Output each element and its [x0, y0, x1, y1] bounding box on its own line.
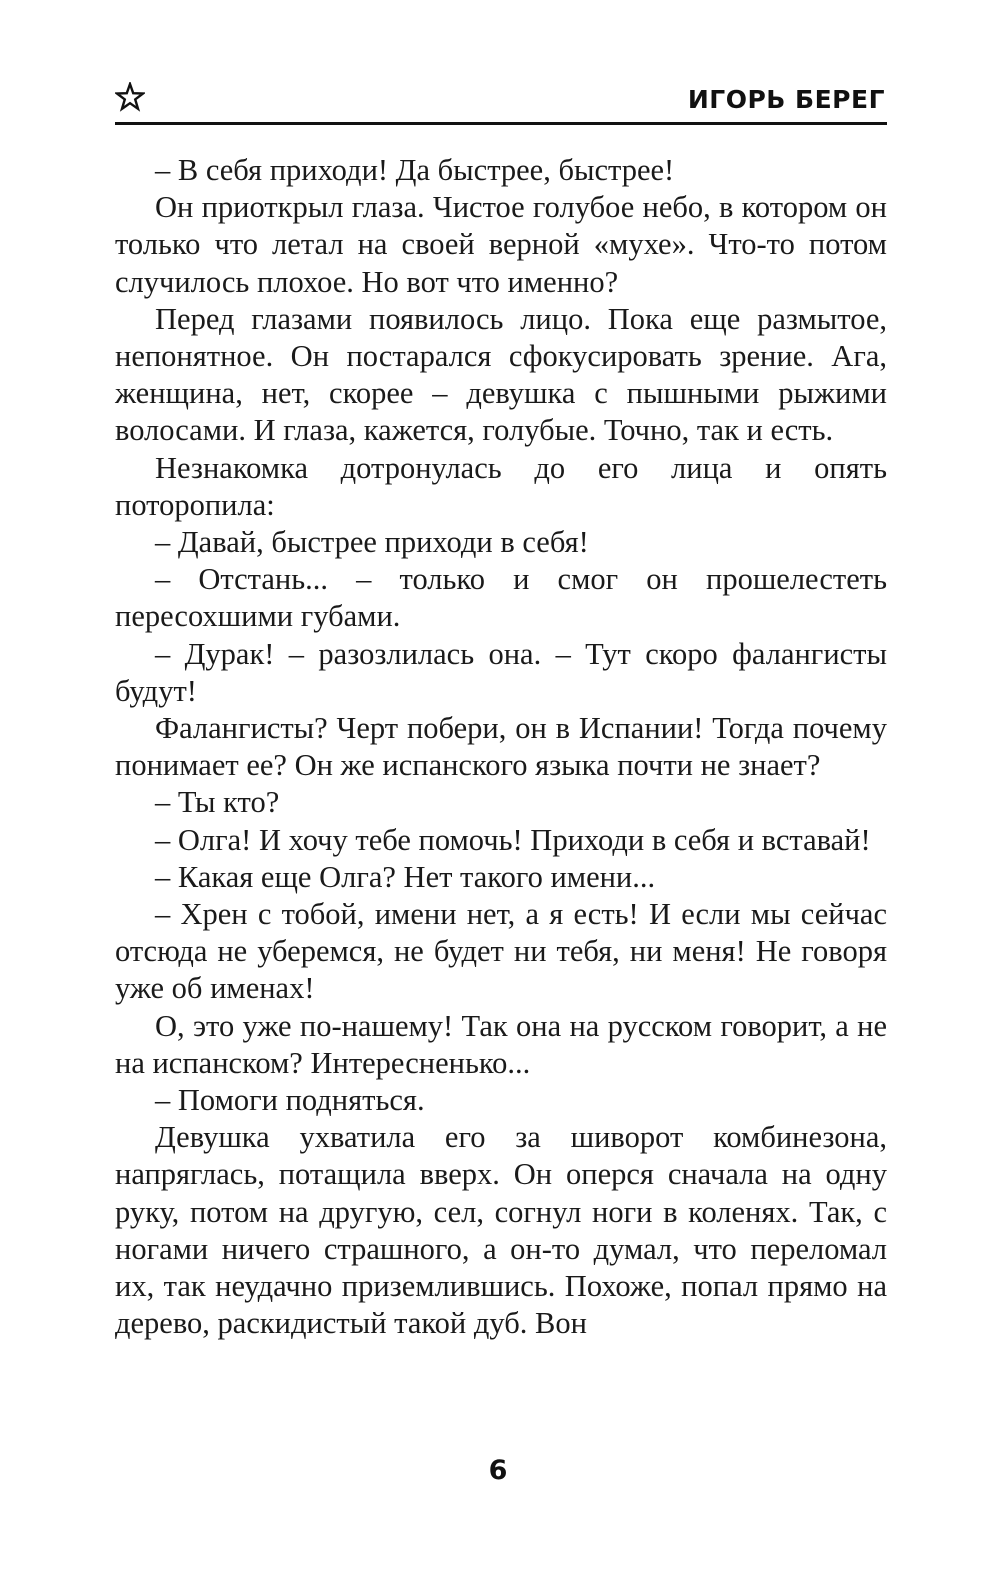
paragraph: – Помоги подняться. [155, 1083, 425, 1118]
running-header [115, 78, 887, 125]
paragraph: Он приоткрыл глаза. Чистое голубое небо, в котором он только что летал на своей верной «мухе». Что-то потом случилось плохое. Но вот что именно? [115, 190, 887, 299]
page-number: 6 [488, 1455, 508, 1486]
star-outline-icon [115, 82, 145, 112]
paragraph: Незнакомка дотронулась до его лица и опять поторопила: [115, 450, 887, 522]
paragraph: – Хрен с тобой, имени нет, а я есть! И если мы сейчас отсюда не уберемся, не будет ни тебя, ни меня! Не говоря уже об именах! [115, 897, 887, 1006]
chapter-text [115, 152, 887, 1343]
paragraph: О, это уже по-нашему! Так она на русском говорит, а не на испанском? Интересненько... [115, 1008, 887, 1080]
paragraph: – Олга! И хочу тебе помочь! Приходи в себя и вставай! [155, 822, 871, 857]
paragraph: – Отстань... – только и смог он прошелестеть пересохшими губами. [115, 562, 887, 634]
paragraph: Фалангисты? Черт побери, он в Испании! Тогда почему понимает ее? Он же испанского языка почти не знает? [115, 711, 887, 783]
paragraph: – Давай, быстрее приходи в себя! [155, 525, 589, 560]
paragraph: Перед глазами появилось лицо. Пока еще размытое, непонятное. Он постарался сфокусировать зрение. Ага, женщина, нет, скорее – девушка с пышными рыжими волосами. И глаза, кажется, голубые. Точно, так и есть. [115, 301, 887, 448]
paragraph: – Дурак! – разозлилась она. – Тут скоро фалангисты будут! [115, 636, 887, 708]
paragraph: – В себя приходи! Да быстрее, быстрее! [155, 153, 675, 187]
paragraph: – Ты кто? [155, 785, 280, 820]
author-name: ИГОРЬ БЕРЕГ [687, 85, 885, 114]
paragraph: Девушка ухватила его за шиворот комбинезона, напряглась, потащила вверх. Он оперся сначала на одну руку, потом на другую, сел, согнул ноги в коленях. Так, с ногами ничего страшного, а он-то думал, что переломал их, так неудачно приземлившись. Похоже, попал прямо на дерево, раскидистый такой дуб. Вон [115, 1120, 887, 1341]
paragraph: – Какая еще Олга? Нет такого имени... [155, 859, 656, 894]
